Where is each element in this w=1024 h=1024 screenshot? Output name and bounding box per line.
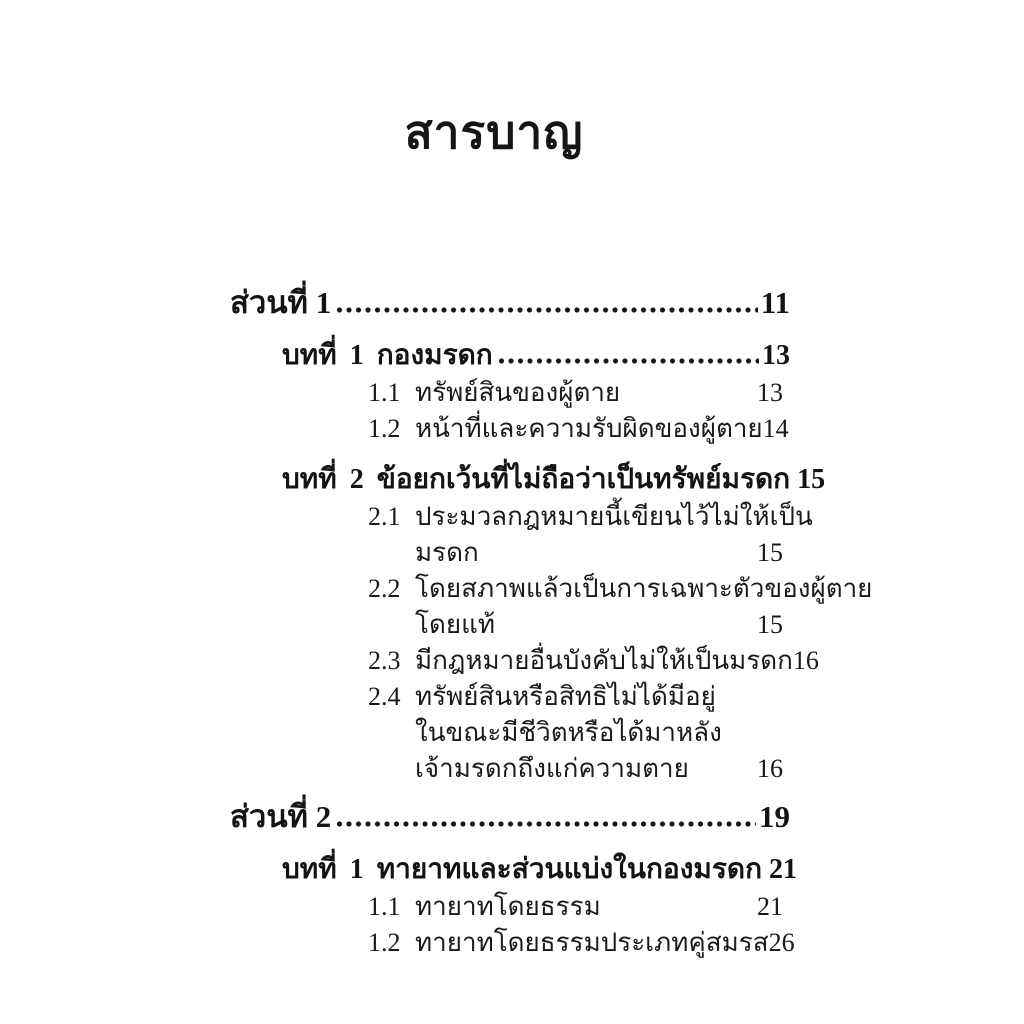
toc-chapter-row (230, 461, 826, 499)
toc-item-continuation-row (230, 715, 790, 751)
toc-part-row (230, 283, 790, 323)
toc-list (230, 283, 873, 961)
chapter-prefix: บทที่ (282, 464, 337, 495)
item-number: 1.2 (368, 414, 401, 443)
page-number: 13 (762, 340, 790, 371)
item-text: ทายาทโดยธรรมประเภทคู่สมรส (415, 928, 769, 957)
page-number: 19 (759, 799, 790, 834)
item-number: 2.1 (368, 502, 401, 531)
page-number: 16 (757, 754, 783, 783)
chapter-number: 1 (349, 340, 364, 371)
item-number: 2.4 (368, 682, 401, 711)
item-text: มรดก (415, 538, 479, 567)
item-text: ทายาทโดยธรรม (415, 892, 601, 921)
chapter-prefix: บทที่ (282, 854, 337, 885)
toc-item-row (230, 925, 795, 961)
item-number: 1.1 (368, 378, 401, 407)
item-text: เจ้ามรดกถึงแก่ความตาย (415, 754, 689, 783)
toc-chapter-row (230, 337, 790, 375)
toc-item-continuation-row (230, 751, 790, 787)
item-text: ทรัพย์สินหรือสิทธิไม่ได้มีอยู่ (415, 682, 716, 711)
page-number: 15 (797, 464, 826, 495)
page-number: 21 (769, 854, 798, 885)
chapter-title: ทายาทและส่วนแบ่งในกองมรดก (376, 854, 763, 885)
chapter-prefix: บทที่ (282, 340, 337, 371)
item-text: โดยแท้ (415, 610, 495, 639)
toc-item-row (230, 411, 790, 447)
toc-item-row (230, 679, 790, 715)
toc-item-row (230, 375, 790, 411)
toc-title: สารบาญ (404, 107, 584, 158)
page-number: 15 (757, 610, 783, 639)
part-label: ส่วนที่ 2 (230, 799, 332, 834)
page-number: 21 (757, 892, 783, 921)
part-label: ส่วนที่ 1 (230, 285, 332, 320)
item-text: ในขณะมีชีวิตหรือได้มาหลัง (415, 718, 722, 747)
page-number: 11 (760, 285, 790, 320)
toc-part-row (230, 797, 790, 837)
toc-chapter-row (230, 851, 798, 889)
page-number: 13 (757, 378, 783, 407)
page-number: 26 (768, 928, 795, 957)
toc-item-continuation-row (230, 535, 790, 571)
chapter-number: 1 (349, 854, 364, 885)
page-number: 15 (757, 538, 783, 567)
chapter-number: 2 (349, 464, 364, 495)
chapter-title: กองมรดก (376, 340, 493, 371)
page-number: 14 (762, 414, 789, 443)
chapter-title: ข้อยกเว้นที่ไม่ถือว่าเป็นทรัพย์มรดก (376, 464, 791, 495)
item-text: มีกฎหมายอื่นบังคับไม่ให้เป็นมรดก (415, 646, 793, 675)
item-text: หน้าที่และความรับผิดของผู้ตาย (415, 414, 763, 443)
dot-leader (497, 358, 759, 364)
toc-item-row (230, 889, 790, 925)
toc-item-row (230, 643, 819, 679)
dot-leader (335, 821, 756, 827)
item-number: 2.2 (368, 574, 401, 603)
item-text: ประมวลกฎหมายนี้เขียนไว้ไม่ให้เป็น (415, 502, 813, 531)
dot-leader (335, 307, 757, 313)
toc-item-row (230, 499, 813, 535)
item-number: 2.3 (368, 646, 401, 675)
item-text: ทรัพย์สินของผู้ตาย (415, 378, 621, 407)
toc-item-continuation-row (230, 607, 790, 643)
toc-item-row (230, 571, 873, 607)
item-number: 1.1 (368, 892, 401, 921)
item-text: โดยสภาพแล้วเป็นการเฉพาะตัวของผู้ตาย (415, 574, 873, 603)
item-number: 1.2 (368, 928, 401, 957)
page-number: 16 (792, 646, 819, 675)
